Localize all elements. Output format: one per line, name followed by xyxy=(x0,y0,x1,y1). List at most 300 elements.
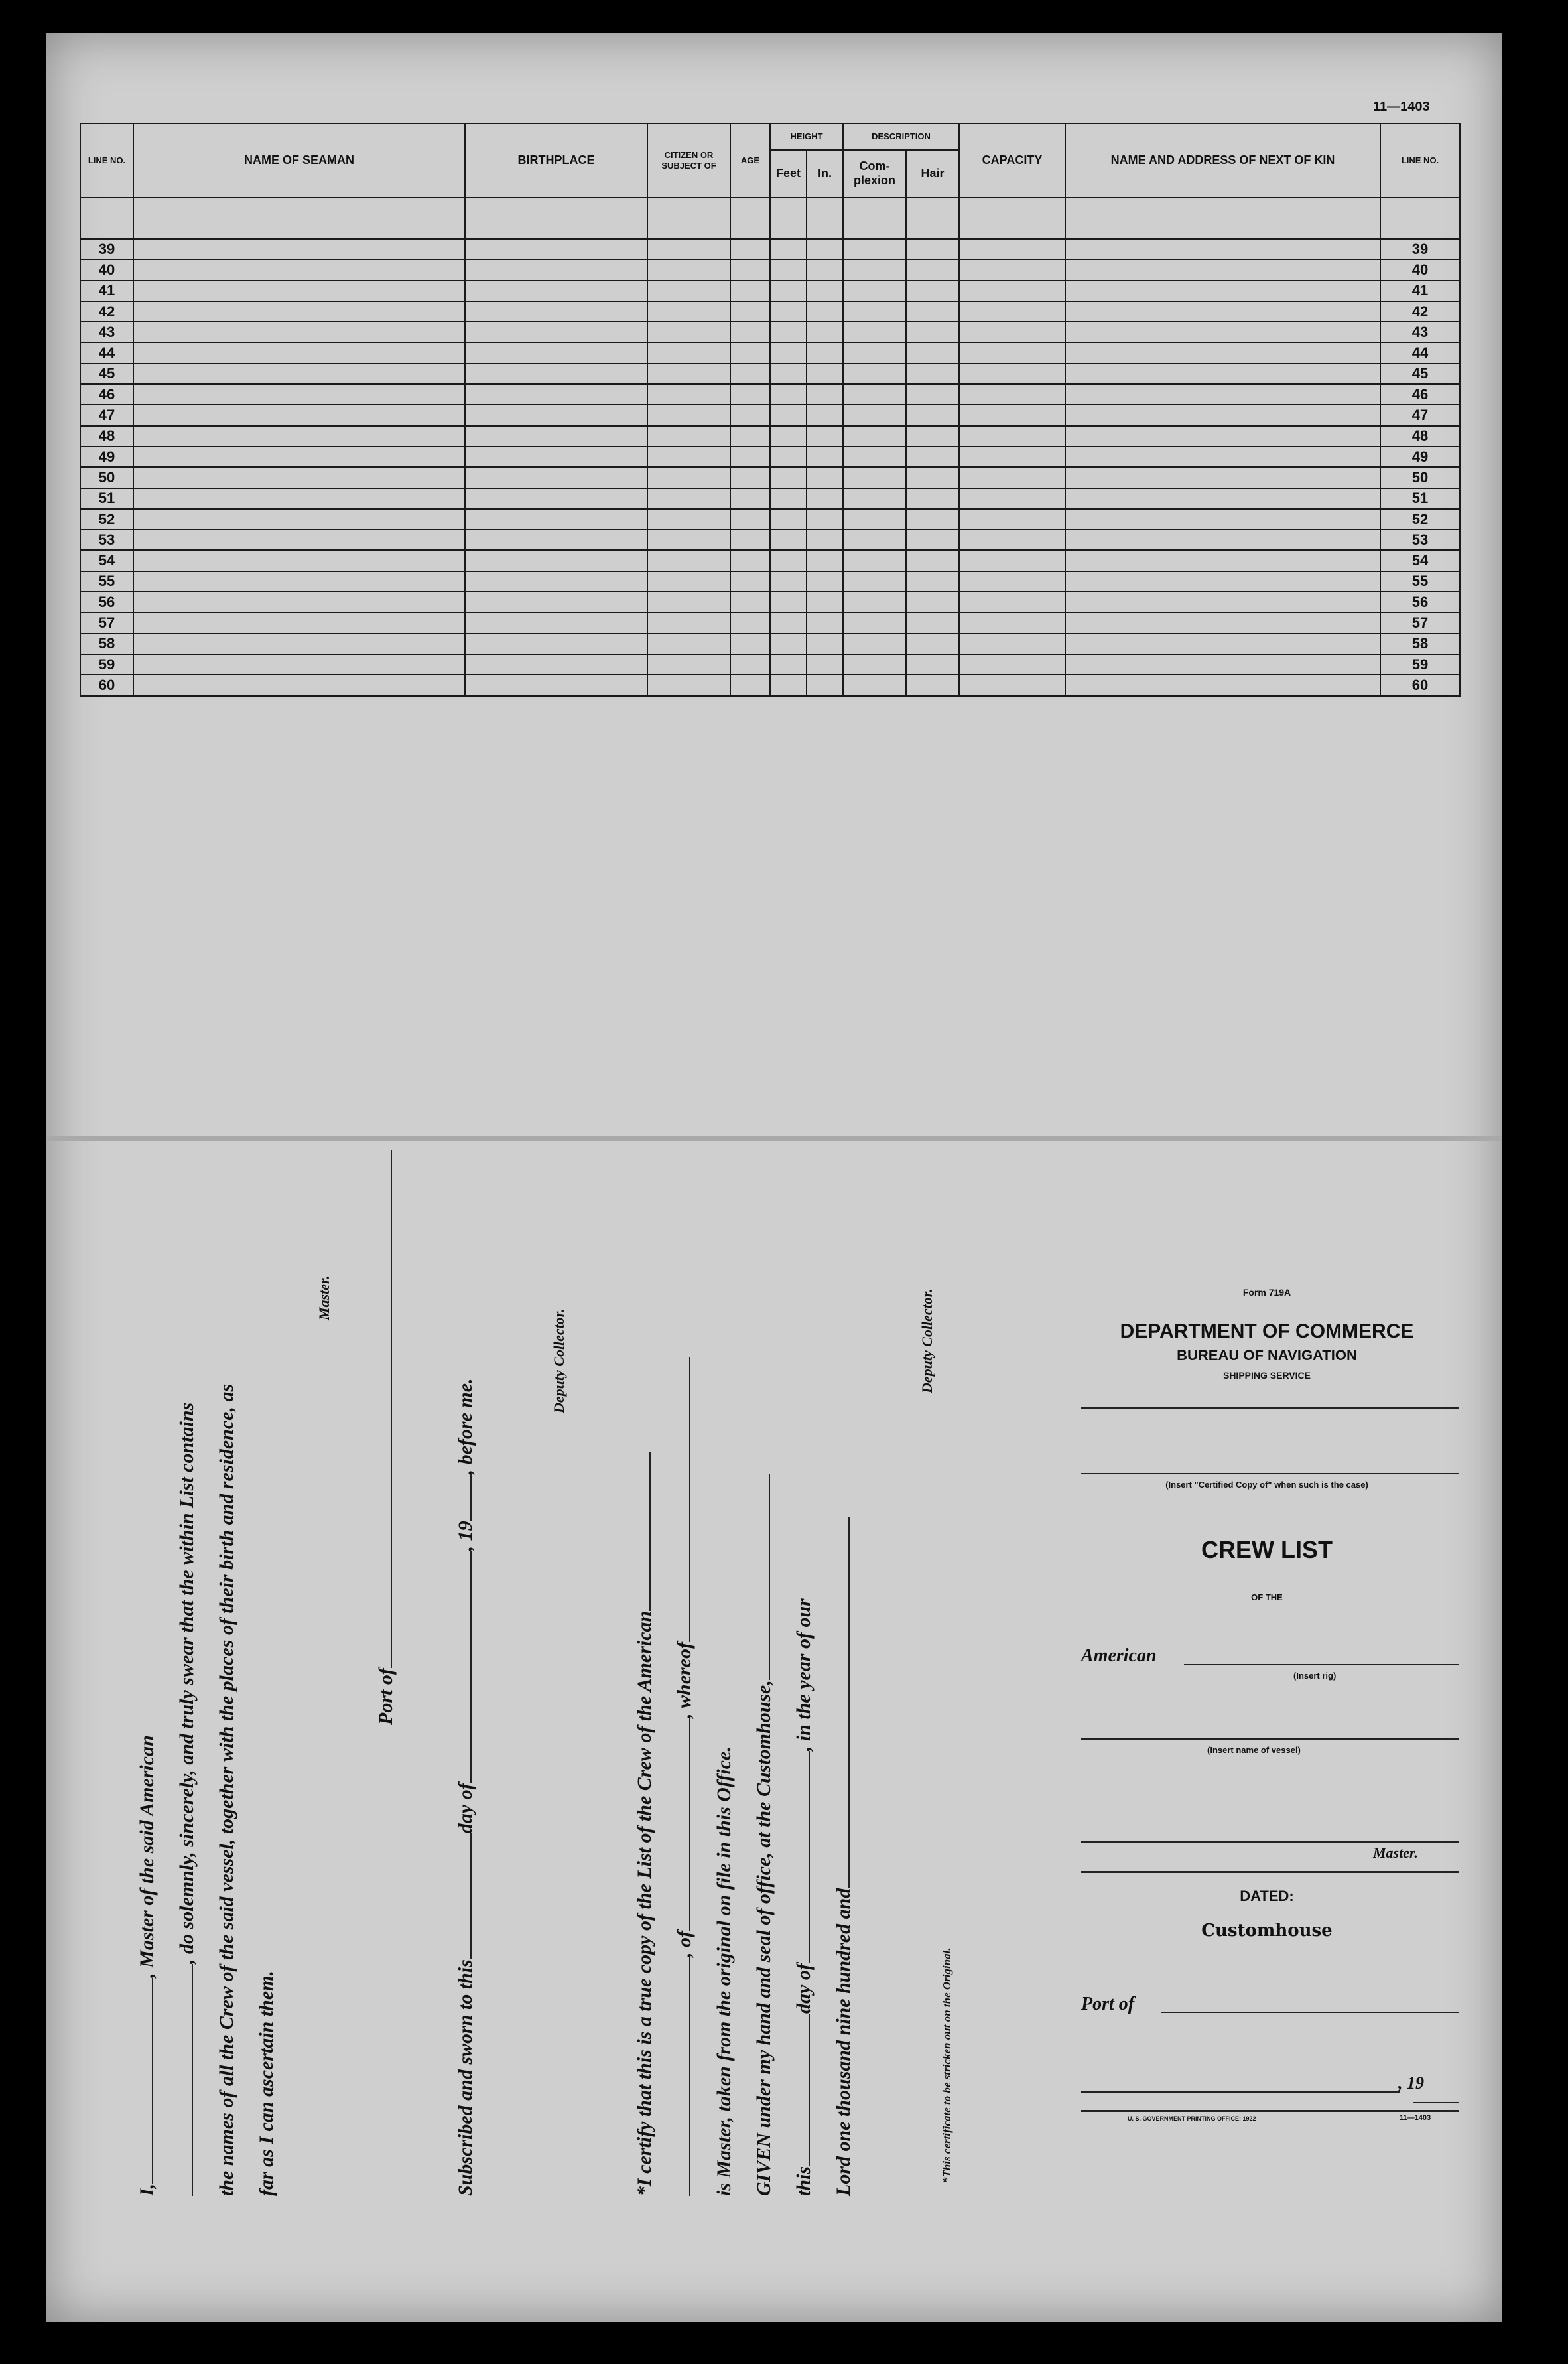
table-cell xyxy=(647,342,730,363)
certificate-line-5: thisday of, in the year of our xyxy=(793,1598,815,2196)
row-number-left: 55 xyxy=(80,571,133,592)
table-cell xyxy=(843,509,906,529)
table-cell xyxy=(959,592,1065,612)
row-number-left: 54 xyxy=(80,550,133,571)
table-cell xyxy=(465,342,647,363)
table-cell xyxy=(133,592,465,612)
row-number-right: 52 xyxy=(1380,509,1460,529)
table-cell xyxy=(959,259,1065,280)
cover-insert-certified: (Insert "Certified Copy of" when such is the case) xyxy=(1165,1480,1368,1490)
row-number-left: 57 xyxy=(80,612,133,633)
table-cell xyxy=(807,509,843,529)
table-cell xyxy=(906,239,959,259)
certificate-line-6: Lord one thousand nine hundred and xyxy=(832,1517,855,2196)
table-cell xyxy=(906,571,959,592)
row-number-right: 53 xyxy=(1380,529,1460,550)
table-cell xyxy=(133,322,465,342)
row-number-right: 47 xyxy=(1380,405,1460,425)
row-number-right: 57 xyxy=(1380,612,1460,633)
table-cell xyxy=(843,612,906,633)
table-cell xyxy=(843,342,906,363)
row-number-left: 48 xyxy=(80,426,133,447)
table-cell xyxy=(843,529,906,550)
cover-port-line xyxy=(1161,2012,1459,2013)
row-number-right: 41 xyxy=(1380,281,1460,301)
header-feet: Feet xyxy=(770,150,807,198)
table-row xyxy=(80,675,1460,695)
table-cell xyxy=(647,529,730,550)
header-citizen: CITIZEN OR SUBJECT OF xyxy=(647,123,730,198)
row-number-right: 58 xyxy=(1380,634,1460,654)
table-cell xyxy=(1065,571,1380,592)
row-number-left: 43 xyxy=(80,322,133,342)
row-number-left: 60 xyxy=(80,675,133,695)
table-cell xyxy=(959,654,1065,675)
oath-line-2: , do solemnly, sincerely, and truly swear that the within List contains xyxy=(176,1403,198,2196)
table-cell xyxy=(843,592,906,612)
row-number-right: 49 xyxy=(1380,447,1460,467)
table-row xyxy=(80,281,1460,301)
table-cell xyxy=(959,509,1065,529)
table-cell xyxy=(807,405,843,425)
certificate-footnote: *This certificate to be stricken out on the Original. xyxy=(941,1947,953,2183)
cover-customhouse: Customhouse xyxy=(1201,1921,1333,1941)
table-cell xyxy=(730,239,770,259)
table-cell xyxy=(465,654,647,675)
row-number-left: 49 xyxy=(80,447,133,467)
row-number-right: 44 xyxy=(1380,342,1460,363)
table-cell xyxy=(843,405,906,425)
certificate-deputy-collector: Deputy Collector. xyxy=(919,1288,935,1393)
table-cell xyxy=(959,239,1065,259)
table-cell xyxy=(465,550,647,571)
table-cell xyxy=(1065,634,1380,654)
table-cell xyxy=(730,426,770,447)
table-row xyxy=(80,634,1460,654)
table-cell xyxy=(807,322,843,342)
cover-vessel-line xyxy=(1081,1738,1459,1740)
table-cell xyxy=(1065,259,1380,280)
table-cell xyxy=(959,571,1065,592)
table-cell xyxy=(770,259,807,280)
table-cell xyxy=(465,592,647,612)
table-cell xyxy=(807,634,843,654)
table-row xyxy=(80,571,1460,592)
table-cell xyxy=(807,364,843,384)
table-row xyxy=(80,592,1460,612)
header-name-of-seaman: NAME OF SEAMAN xyxy=(133,123,465,198)
table-cell xyxy=(133,654,465,675)
table-cell xyxy=(906,509,959,529)
header-hair: Hair xyxy=(906,150,959,198)
cover-of-the: OF THE xyxy=(1251,1592,1283,1602)
table-cell xyxy=(1065,405,1380,425)
table-cell xyxy=(465,405,647,425)
table-cell xyxy=(807,654,843,675)
table-cell xyxy=(770,384,807,405)
cover-insert-vessel: (Insert name of vessel) xyxy=(1207,1745,1301,1755)
table-cell xyxy=(730,675,770,695)
table-cell xyxy=(647,281,730,301)
table-cell xyxy=(730,405,770,425)
table-cell xyxy=(959,301,1065,322)
table-cell xyxy=(959,612,1065,633)
table-cell xyxy=(843,447,906,467)
table-cell xyxy=(959,447,1065,467)
table-cell xyxy=(647,634,730,654)
table-cell xyxy=(647,364,730,384)
cover-american: American xyxy=(1081,1645,1157,1666)
table-cell xyxy=(807,281,843,301)
table-cell xyxy=(906,529,959,550)
row-number-left: 45 xyxy=(80,364,133,384)
table-cell xyxy=(647,571,730,592)
header-line-no-left: LINE NO. xyxy=(80,123,133,198)
table-cell xyxy=(133,405,465,425)
table-cell xyxy=(730,364,770,384)
table-cell xyxy=(959,675,1065,695)
table-cell xyxy=(1065,654,1380,675)
table-cell xyxy=(465,467,647,488)
header-capacity: CAPACITY xyxy=(959,123,1065,198)
header-next-of-kin: NAME AND ADDRESS OF NEXT OF KIN xyxy=(1065,123,1380,198)
table-cell xyxy=(807,550,843,571)
table-cell xyxy=(770,281,807,301)
table-cell xyxy=(843,488,906,509)
table-cell xyxy=(1065,364,1380,384)
table-cell xyxy=(770,612,807,633)
table-cell xyxy=(647,384,730,405)
table-cell xyxy=(843,364,906,384)
table-cell xyxy=(647,239,730,259)
table-cell xyxy=(1065,281,1380,301)
table-cell xyxy=(1065,342,1380,363)
table-cell xyxy=(133,467,465,488)
certificate-line-1: *I certify that this is a true copy of the List of the Crew of the American xyxy=(633,1452,656,2196)
table-cell xyxy=(770,675,807,695)
table-cell xyxy=(906,654,959,675)
table-cell xyxy=(770,529,807,550)
table-cell xyxy=(770,550,807,571)
table-cell xyxy=(730,281,770,301)
row-number-left: 58 xyxy=(80,634,133,654)
table-cell xyxy=(133,675,465,695)
cover-port-of: Port of xyxy=(1081,1994,1135,2014)
table-cell xyxy=(647,592,730,612)
table-cell xyxy=(465,259,647,280)
table-cell xyxy=(133,259,465,280)
row-number-left: 47 xyxy=(80,405,133,425)
table-cell xyxy=(647,675,730,695)
table-cell xyxy=(770,301,807,322)
table-cell xyxy=(906,634,959,654)
table-cell xyxy=(730,467,770,488)
table-cell xyxy=(133,571,465,592)
table-cell xyxy=(770,488,807,509)
row-number-right: 51 xyxy=(1380,488,1460,509)
table-cell xyxy=(730,488,770,509)
table-cell xyxy=(647,426,730,447)
table-cell xyxy=(730,509,770,529)
cover-service: SHIPPING SERVICE xyxy=(1222,1370,1311,1381)
table-cell xyxy=(770,426,807,447)
row-number-left: 44 xyxy=(80,342,133,363)
table-cell xyxy=(959,364,1065,384)
table-cell xyxy=(647,654,730,675)
row-number-right: 40 xyxy=(1380,259,1460,280)
header-description: DESCRIPTION xyxy=(843,123,959,150)
form-number-top: 11—1403 xyxy=(1373,100,1430,114)
table-cell xyxy=(906,592,959,612)
oath-subscribed: Subscribed and sworn to thisday of, 19, before me. xyxy=(454,1378,476,2196)
table-cell xyxy=(843,281,906,301)
table-row xyxy=(80,259,1460,280)
row-number-left: 52 xyxy=(80,509,133,529)
cover-dated: DATED: xyxy=(1240,1888,1294,1904)
cover-title: CREW LIST xyxy=(1201,1536,1333,1563)
table-cell xyxy=(906,322,959,342)
row-number-left: 51 xyxy=(80,488,133,509)
row-number-left: 39 xyxy=(80,239,133,259)
table-cell xyxy=(807,301,843,322)
table-cell xyxy=(770,342,807,363)
header-birthplace: BIRTHPLACE xyxy=(465,123,647,198)
table-cell xyxy=(647,405,730,425)
crew-table xyxy=(80,123,1461,697)
header-age: AGE xyxy=(730,123,770,198)
cover-master-line xyxy=(1081,1841,1459,1843)
row-number-right: 54 xyxy=(1380,550,1460,571)
table-cell xyxy=(133,342,465,363)
table-cell xyxy=(730,634,770,654)
table-cell xyxy=(906,364,959,384)
table-cell xyxy=(647,301,730,322)
cover-rule-bottom xyxy=(1081,2110,1459,2112)
table-row xyxy=(80,301,1460,322)
table-cell xyxy=(465,384,647,405)
row-number-left: 42 xyxy=(80,301,133,322)
table-cell xyxy=(133,634,465,654)
table-cell xyxy=(959,342,1065,363)
table-cell xyxy=(1065,612,1380,633)
table-cell xyxy=(843,675,906,695)
certificate-line-3: is Master, taken from the original on file in this Office. xyxy=(713,1746,735,2196)
table-row xyxy=(80,509,1460,529)
table-cell xyxy=(770,509,807,529)
cover-master-label: Master. xyxy=(1373,1844,1418,1861)
row-number-right: 59 xyxy=(1380,654,1460,675)
table-cell xyxy=(1065,509,1380,529)
table-cell xyxy=(133,488,465,509)
table-cell xyxy=(843,384,906,405)
cover-department: DEPARTMENT OF COMMERCE xyxy=(1120,1320,1414,1342)
table-cell xyxy=(959,384,1065,405)
table-cell xyxy=(807,529,843,550)
table-cell xyxy=(807,592,843,612)
cover-rule-1 xyxy=(1081,1407,1459,1409)
table-row xyxy=(80,405,1460,425)
table-cell xyxy=(843,239,906,259)
table-cell xyxy=(1065,550,1380,571)
oath-line-1: I,, Master of the said American xyxy=(136,1735,158,2196)
table-row xyxy=(80,488,1460,509)
cover-form-number: Form 719A xyxy=(1242,1287,1291,1298)
table-cell xyxy=(906,550,959,571)
table-cell xyxy=(807,239,843,259)
table-cell xyxy=(959,281,1065,301)
oath-deputy-collector: Deputy Collector. xyxy=(551,1308,567,1413)
table-cell xyxy=(647,467,730,488)
table-cell xyxy=(465,571,647,592)
table-row xyxy=(80,239,1460,259)
table-cell xyxy=(647,550,730,571)
table-cell xyxy=(906,675,959,695)
table-cell xyxy=(730,447,770,467)
cover-year-line xyxy=(1413,2102,1459,2103)
row-number-right: 45 xyxy=(1380,364,1460,384)
table-cell xyxy=(647,322,730,342)
table-cell xyxy=(807,447,843,467)
oath-line-3: the names of all the Crew of the said vessel, together with the places of their birth and residence, as xyxy=(216,1383,237,2196)
certificate-line-2: , of, whereof xyxy=(673,1357,696,2196)
table-cell xyxy=(959,634,1065,654)
table-cell xyxy=(906,426,959,447)
cover-date-line xyxy=(1081,2091,1400,2093)
table-cell xyxy=(843,571,906,592)
table-cell xyxy=(730,384,770,405)
table-row xyxy=(80,364,1460,384)
table-cell xyxy=(133,384,465,405)
table-cell xyxy=(465,426,647,447)
table-cell xyxy=(770,364,807,384)
table-cell xyxy=(770,634,807,654)
table-cell xyxy=(807,259,843,280)
table-cell xyxy=(906,447,959,467)
table-cell xyxy=(807,467,843,488)
row-number-right: 60 xyxy=(1380,675,1460,695)
table-cell xyxy=(959,467,1065,488)
row-number-right: 42 xyxy=(1380,301,1460,322)
cover-rig-line xyxy=(1184,1664,1459,1665)
table-cell xyxy=(647,259,730,280)
table-cell xyxy=(1065,301,1380,322)
table-cell xyxy=(465,447,647,467)
table-cell xyxy=(730,612,770,633)
row-number-left: 50 xyxy=(80,467,133,488)
table-spacer-row xyxy=(80,198,1460,239)
table-cell xyxy=(843,654,906,675)
row-number-left: 56 xyxy=(80,592,133,612)
table-cell xyxy=(1065,426,1380,447)
table-cell xyxy=(133,281,465,301)
table-cell xyxy=(906,281,959,301)
table-cell xyxy=(959,322,1065,342)
row-number-right: 46 xyxy=(1380,384,1460,405)
table-cell xyxy=(465,239,647,259)
table-cell xyxy=(843,467,906,488)
row-number-left: 40 xyxy=(80,259,133,280)
table-cell xyxy=(465,364,647,384)
cover-rule-2 xyxy=(1081,1473,1459,1474)
row-number-left: 41 xyxy=(80,281,133,301)
table-row xyxy=(80,529,1460,550)
table-cell xyxy=(465,301,647,322)
table-cell xyxy=(465,322,647,342)
table-cell xyxy=(730,592,770,612)
row-number-left: 46 xyxy=(80,384,133,405)
table-cell xyxy=(1065,488,1380,509)
table-cell xyxy=(807,612,843,633)
table-row xyxy=(80,426,1460,447)
table-cell xyxy=(770,654,807,675)
table-cell xyxy=(843,322,906,342)
table-cell xyxy=(807,384,843,405)
oath-line-4: far as I can ascertain them. xyxy=(255,1970,277,2196)
table-cell xyxy=(647,612,730,633)
header-complexion: Com-plexion xyxy=(843,150,906,198)
table-cell xyxy=(730,259,770,280)
table-cell xyxy=(770,405,807,425)
row-number-right: 39 xyxy=(1380,239,1460,259)
table-cell xyxy=(906,301,959,322)
table-cell xyxy=(843,426,906,447)
table-cell xyxy=(807,342,843,363)
table-cell xyxy=(959,405,1065,425)
row-number-left: 59 xyxy=(80,654,133,675)
cover-form-number-bottom: 11—1403 xyxy=(1400,2114,1431,2122)
table-cell xyxy=(465,281,647,301)
header-height: HEIGHT xyxy=(770,123,843,150)
table-cell xyxy=(133,364,465,384)
table-cell xyxy=(843,634,906,654)
table-row xyxy=(80,384,1460,405)
table-row xyxy=(80,447,1460,467)
table-cell xyxy=(133,447,465,467)
table-cell xyxy=(1065,239,1380,259)
page-fold xyxy=(46,1136,1502,1141)
table-cell xyxy=(465,488,647,509)
table-cell xyxy=(807,488,843,509)
table-cell xyxy=(647,509,730,529)
table-cell xyxy=(1065,384,1380,405)
table-cell xyxy=(959,529,1065,550)
header-inches: In. xyxy=(807,150,843,198)
table-cell xyxy=(906,467,959,488)
table-cell xyxy=(730,301,770,322)
table-cell xyxy=(906,405,959,425)
table-cell xyxy=(730,571,770,592)
cover-panel xyxy=(1075,1287,1459,2122)
oath-master-label: Master. xyxy=(316,1275,332,1320)
table-cell xyxy=(770,571,807,592)
table-cell xyxy=(770,322,807,342)
cover-nineteen: , 19 xyxy=(1398,2073,1424,2093)
table-cell xyxy=(807,426,843,447)
table-row xyxy=(80,322,1460,342)
table-cell xyxy=(770,239,807,259)
table-cell xyxy=(906,612,959,633)
table-cell xyxy=(770,467,807,488)
table-cell xyxy=(730,529,770,550)
table-cell xyxy=(906,259,959,280)
cover-insert-rig: (Insert rig) xyxy=(1293,1671,1337,1681)
table-row xyxy=(80,342,1460,363)
table-cell xyxy=(730,550,770,571)
table-cell xyxy=(770,447,807,467)
table-cell xyxy=(1065,592,1380,612)
table-cell xyxy=(133,301,465,322)
cover-rule-3 xyxy=(1081,1871,1459,1873)
